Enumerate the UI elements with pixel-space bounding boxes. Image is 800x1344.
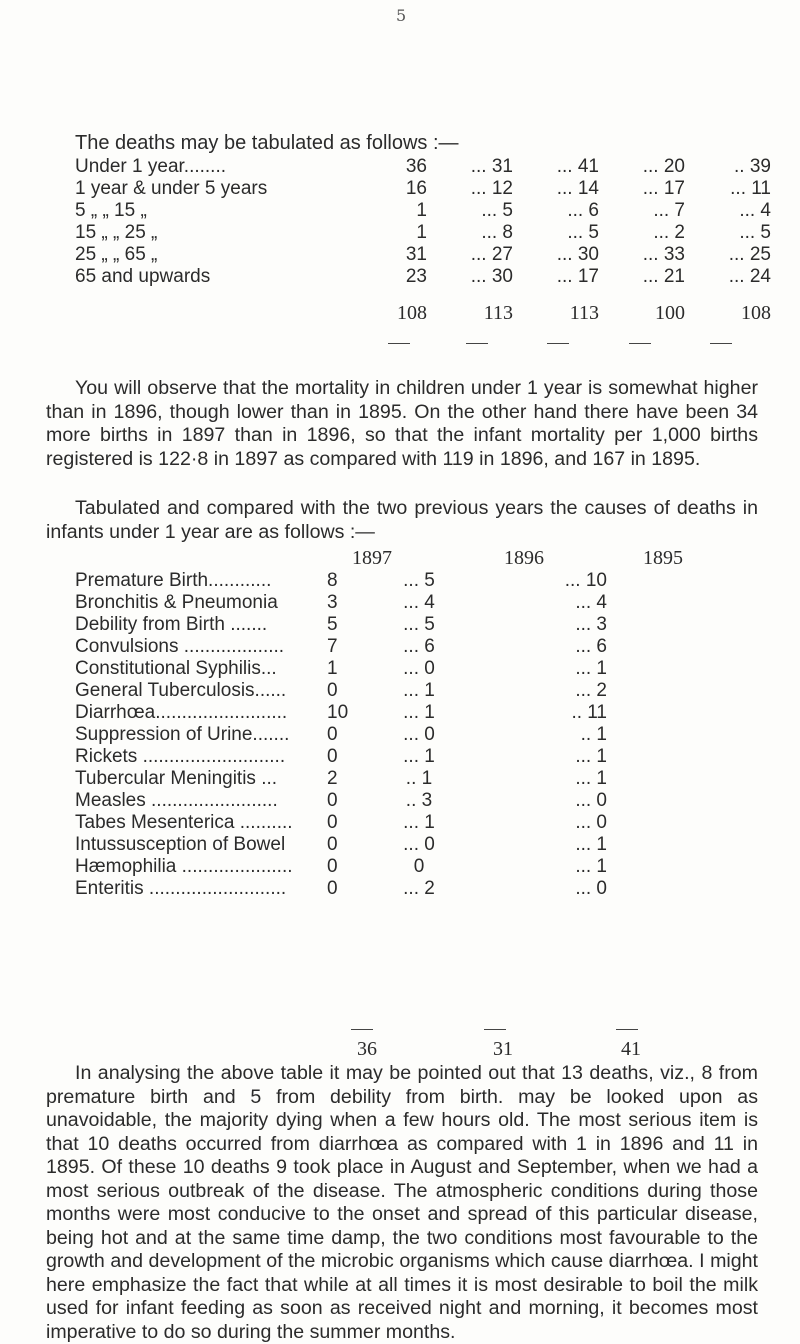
rule xyxy=(547,343,569,344)
table-row xyxy=(75,636,607,658)
table-row xyxy=(75,812,607,834)
cell: 23 xyxy=(405,266,427,287)
total-cell: 113 xyxy=(483,302,513,324)
row-label: Premature Birth............ xyxy=(75,570,272,591)
table-row xyxy=(75,878,607,900)
cell: ... 0 xyxy=(403,724,435,745)
cell: 0 xyxy=(327,680,338,701)
cell: .. 1 xyxy=(580,724,607,745)
year-heading: 1896 xyxy=(504,547,544,569)
cell: ... 0 xyxy=(575,812,607,833)
cell: ... 0 xyxy=(403,658,435,679)
total-cell: 113 xyxy=(569,302,599,324)
cell: .. 3 xyxy=(405,790,433,811)
row-label: Rickets ........................... xyxy=(75,746,286,767)
cell: ... 5 xyxy=(739,222,771,243)
cell: ... 27 xyxy=(470,244,513,265)
cell: ... 6 xyxy=(575,636,607,657)
cell: 16 xyxy=(405,178,427,199)
row-label: 65 and upwards xyxy=(75,266,211,287)
cell: ... 10 xyxy=(564,570,607,591)
rule xyxy=(616,1029,638,1030)
table-row xyxy=(75,768,607,790)
cell: ... 12 xyxy=(470,178,513,199)
cell: ... 6 xyxy=(567,200,599,221)
year-heading: 1897 xyxy=(352,547,392,569)
cell: ... 31 xyxy=(470,156,513,177)
cell: 31 xyxy=(405,244,427,265)
cell: ... 1 xyxy=(575,856,607,877)
total-cell: 36 xyxy=(357,1038,377,1060)
row-label: 1 year & under 5 years xyxy=(75,178,268,199)
cell: ... 11 xyxy=(730,178,771,199)
table1-intro: The deaths may be tabulated as follows :— xyxy=(75,132,459,154)
deaths-by-age-table xyxy=(75,156,777,325)
table-row xyxy=(75,244,777,266)
page-number: 5 xyxy=(396,6,407,25)
row-label: Hæmophilia ..................... xyxy=(75,856,293,877)
cell: ... 8 xyxy=(481,222,513,243)
cell: ... 30 xyxy=(470,266,513,287)
cell: 3 xyxy=(327,592,338,613)
cell: 2 xyxy=(327,768,338,789)
cell: ... 1 xyxy=(575,746,607,767)
table-row xyxy=(75,856,607,878)
paragraph-tabulated: Tabulated and compared with the two previous years the causes of deaths in infants under 1 year are as follows :— xyxy=(46,497,758,543)
cell: 1 xyxy=(416,200,427,221)
cell: ... 0 xyxy=(403,834,435,855)
cell: ... 3 xyxy=(575,614,607,635)
table-row xyxy=(75,592,607,614)
cell: ... 17 xyxy=(642,178,685,199)
cell: ... 1 xyxy=(575,768,607,789)
cell: ... 41 xyxy=(556,156,599,177)
cell: 0 xyxy=(327,878,338,899)
table-row xyxy=(75,702,607,724)
row-label: Measles ........................ xyxy=(75,790,278,811)
cell: 1 xyxy=(327,658,338,679)
cell: ... 17 xyxy=(556,266,599,287)
cell: 8 xyxy=(327,570,338,591)
cell: ... 25 xyxy=(728,244,771,265)
table-row xyxy=(75,156,777,178)
row-label: General Tuberculosis...... xyxy=(75,680,287,701)
cell: ... 2 xyxy=(403,878,435,899)
table-row xyxy=(75,834,607,856)
totals-spacer xyxy=(75,288,347,325)
rule xyxy=(629,343,651,344)
cell: .. 11 xyxy=(571,702,607,723)
table-row xyxy=(75,178,777,200)
cell: ... 1 xyxy=(403,812,435,833)
cell: 0 xyxy=(413,856,425,877)
cell: ... 5 xyxy=(567,222,599,243)
cell: 5 xyxy=(327,614,338,635)
paragraph-mortality: You will observe that the mortality in children under 1 year is somewhat higher than in 1896, though lower than in 1895. On the other hand there have been 34 more births in 1897 than in 1896, so that the infant mortality per 1,000 births registered is 122·8 in 1897 as compared with 119 in 1896, and 167 in 1895. xyxy=(46,377,758,470)
row-label: 15 „ „ 25 „ xyxy=(75,222,158,243)
cell: 10 xyxy=(327,702,349,723)
cell: ... 33 xyxy=(642,244,685,265)
cell: .. 1 xyxy=(405,768,433,789)
year-heading: 1895 xyxy=(643,547,683,569)
cell: 1 xyxy=(416,222,427,243)
cell: ... 4 xyxy=(575,592,607,613)
table-row xyxy=(75,614,607,636)
paragraph-analysis: In analysing the above table it may be pointed out that 13 deaths, viz., 8 from premature birth and 5 from debility from birth. may be looked upon as unavoidable, the majority dying when a few hours old. The most serious item is that 10 deaths occurred from diarrhœa as compared with 1 in 1896 and 11 in 1895. Of these 10 deaths 9 took place in August and September, when we had a most serious outbreak of the disease. The atmospheric conditions during those months were most conducive to the onset and spread of this particular disease, being hot and at the same time damp, the two conditions most favourable to the growth and development of the microbic organisms which cause diarrhœa. I might here emphasize the fact that while at all times it is most desirable to boil the milk used for infant feeding as soon as received night and morning, it becomes most imperative to do so during the summer months. xyxy=(46,1062,758,1343)
total-cell: 100 xyxy=(655,302,685,324)
cell: ... 20 xyxy=(642,156,685,177)
cell: 0 xyxy=(327,790,338,811)
cell: ... 30 xyxy=(556,244,599,265)
table-row xyxy=(75,570,607,592)
rule xyxy=(388,343,410,344)
total-cell: 108 xyxy=(741,302,771,324)
row-label: Suppression of Urine....... xyxy=(75,724,290,745)
cell: ... 1 xyxy=(575,658,607,679)
rule xyxy=(466,343,488,344)
table-row xyxy=(75,222,777,244)
cell: ... 24 xyxy=(728,266,771,287)
table-row xyxy=(75,746,607,768)
cell: 7 xyxy=(327,636,338,657)
total-cell: 41 xyxy=(621,1038,641,1060)
row-label: Bronchitis & Pneumonia xyxy=(75,592,278,613)
rule xyxy=(710,343,732,344)
table-row xyxy=(75,266,777,288)
cell: ... 5 xyxy=(403,614,435,635)
cell: ... 21 xyxy=(642,266,685,287)
row-label: 5 „ „ 15 „ xyxy=(75,200,147,221)
cell: 0 xyxy=(327,834,338,855)
totals-row xyxy=(75,288,777,325)
table-row xyxy=(75,680,607,702)
table-row xyxy=(75,200,777,222)
row-label: Intussusception of Bowel xyxy=(75,834,286,855)
cell: 36 xyxy=(405,156,427,177)
cell: ... 4 xyxy=(739,200,771,221)
cell: 0 xyxy=(327,856,338,877)
cell: 0 xyxy=(327,746,338,767)
row-label: 25 „ „ 65 „ xyxy=(75,244,158,265)
cell: ... 1 xyxy=(403,746,435,767)
total-cell: 31 xyxy=(493,1038,513,1060)
row-label: Under 1 year........ xyxy=(75,156,227,177)
causes-of-death-table xyxy=(75,570,607,900)
cell: ... 7 xyxy=(653,200,685,221)
row-label: Debility from Birth ....... xyxy=(75,614,268,635)
cell: ... 5 xyxy=(481,200,513,221)
row-label: Constitutional Syphilis... xyxy=(75,658,277,679)
rule xyxy=(484,1029,506,1030)
cell: ... 1 xyxy=(403,702,435,723)
table-row xyxy=(75,724,607,746)
total-cell: 108 xyxy=(397,302,427,324)
row-label: Tubercular Meningitis ... xyxy=(75,768,278,789)
table-row xyxy=(75,658,607,680)
row-label: Diarrhœa......................... xyxy=(75,702,288,723)
cell: ... 5 xyxy=(403,570,435,591)
cell: ... 0 xyxy=(575,790,607,811)
cell: ... 1 xyxy=(403,680,435,701)
cell: ... 0 xyxy=(575,878,607,899)
cell: ... 4 xyxy=(403,592,435,613)
cell: ... 2 xyxy=(575,680,607,701)
cell: ... 14 xyxy=(556,178,599,199)
cell: ... 6 xyxy=(403,636,435,657)
cell: .. 39 xyxy=(734,156,771,177)
row-label: Tabes Mesenterica .......... xyxy=(75,812,293,833)
row-label: Enteritis .......................... xyxy=(75,878,287,899)
cell: ... 1 xyxy=(575,834,607,855)
cell: 0 xyxy=(327,812,338,833)
table-row xyxy=(75,790,607,812)
cell: 0 xyxy=(327,724,338,745)
rule xyxy=(351,1029,373,1030)
cell: ... 2 xyxy=(653,222,685,243)
row-label: Convulsions ................... xyxy=(75,636,285,657)
